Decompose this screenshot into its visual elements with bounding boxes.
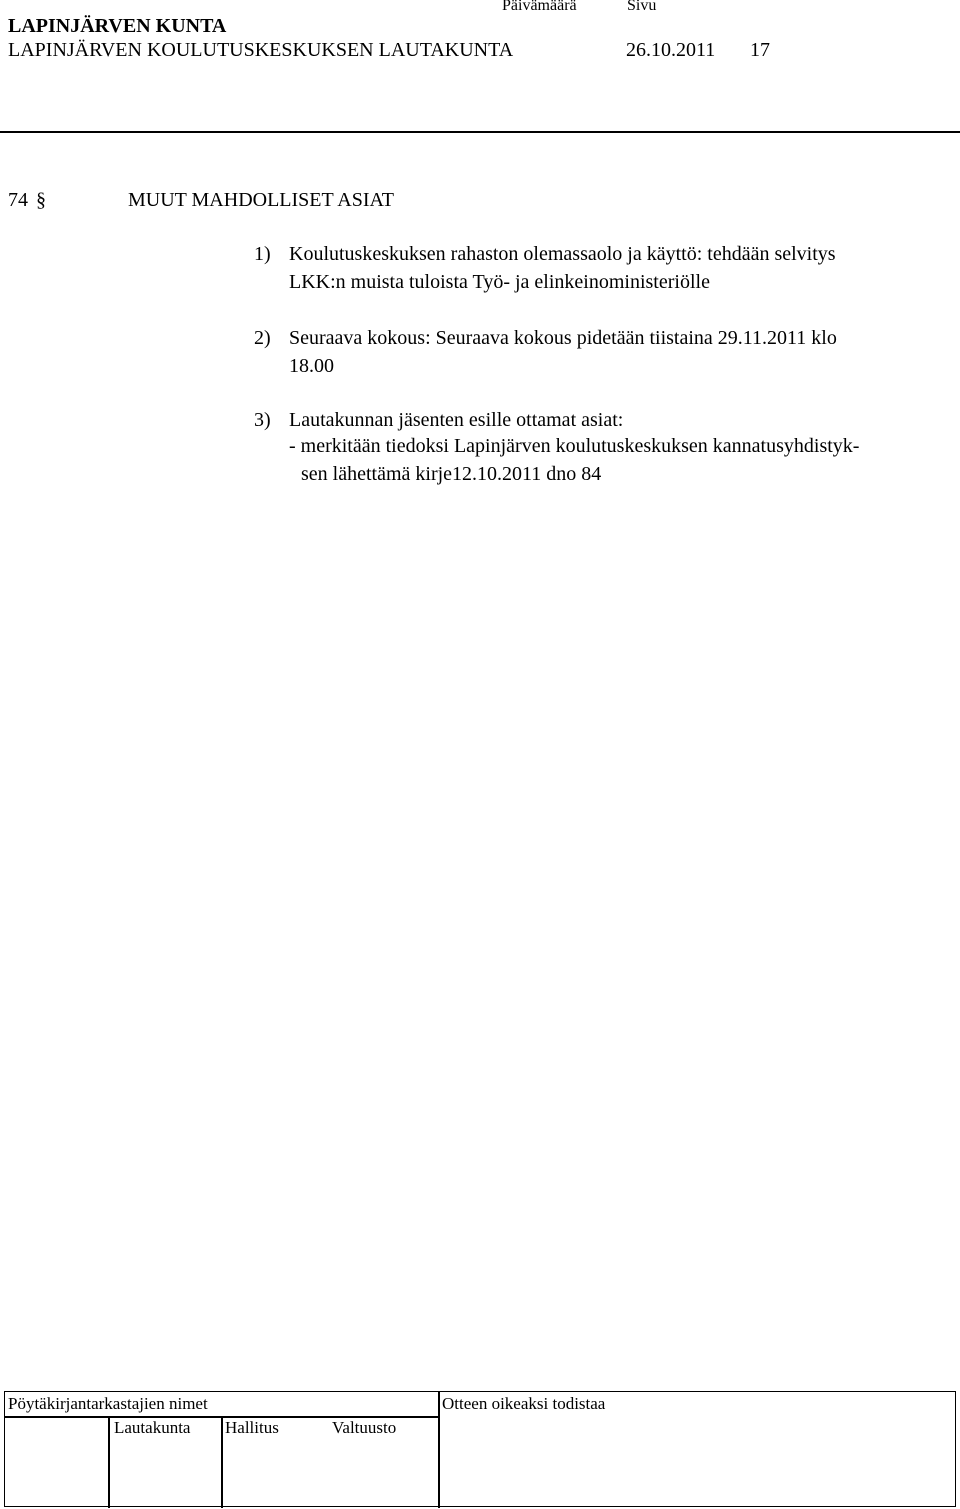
footer-divider: [108, 1416, 110, 1508]
board-name: LAPINJÄRVEN KOULUTUSKESKUKSEN LAUTAKUNTA: [8, 39, 514, 61]
reviewers-label: Pöytäkirjantarkastajien nimet: [8, 1394, 208, 1413]
date-label: Päivämäärä: [502, 0, 577, 14]
item-number: 2): [254, 327, 271, 349]
section-number: 74: [8, 189, 28, 211]
item-text-line: Koulutuskeskuksen rahaston olemassaolo ja käyttö: tehdään selvitys: [289, 243, 836, 265]
page-number: 17: [750, 39, 770, 61]
item-number: 3): [254, 409, 271, 431]
item-text-line: sen lähettämä kirje12.10.2011 dno 84: [301, 463, 602, 485]
item-text-line: 18.00: [289, 355, 334, 377]
certified-label: Otteen oikeaksi todistaa: [442, 1394, 606, 1413]
meeting-date: 26.10.2011: [626, 39, 716, 61]
section-title: MUUT MAHDOLLISET ASIAT: [128, 189, 394, 211]
item-text-line: - merkitään tiedoksi Lapinjärven koulutuskeskuksen kannatusyhdistyk-: [289, 435, 860, 457]
footer-column-council: Valtuusto: [332, 1418, 397, 1437]
organization-name: LAPINJÄRVEN KUNTA: [8, 15, 227, 37]
footer-column-board: Lautakunta: [114, 1418, 191, 1437]
item-text-line: LKK:n muista tuloista Työ- ja elinkeinoministeriölle: [289, 271, 710, 293]
footer-divider: [438, 1392, 440, 1508]
item-number: 1): [254, 243, 271, 265]
footer-column-executive: Hallitus: [225, 1418, 279, 1437]
item-text-line: Lautakunnan jäsenten esille ottamat asiat:: [289, 409, 624, 431]
header-divider: [0, 131, 960, 133]
footer-divider: [221, 1416, 223, 1508]
section-symbol: §: [36, 189, 46, 211]
item-text-line: Seuraava kokous: Seuraava kokous pidetään tiistaina 29.11.2011 klo: [289, 327, 837, 349]
signature-footer-table: [4, 1391, 956, 1507]
page-label: Sivu: [627, 0, 657, 14]
